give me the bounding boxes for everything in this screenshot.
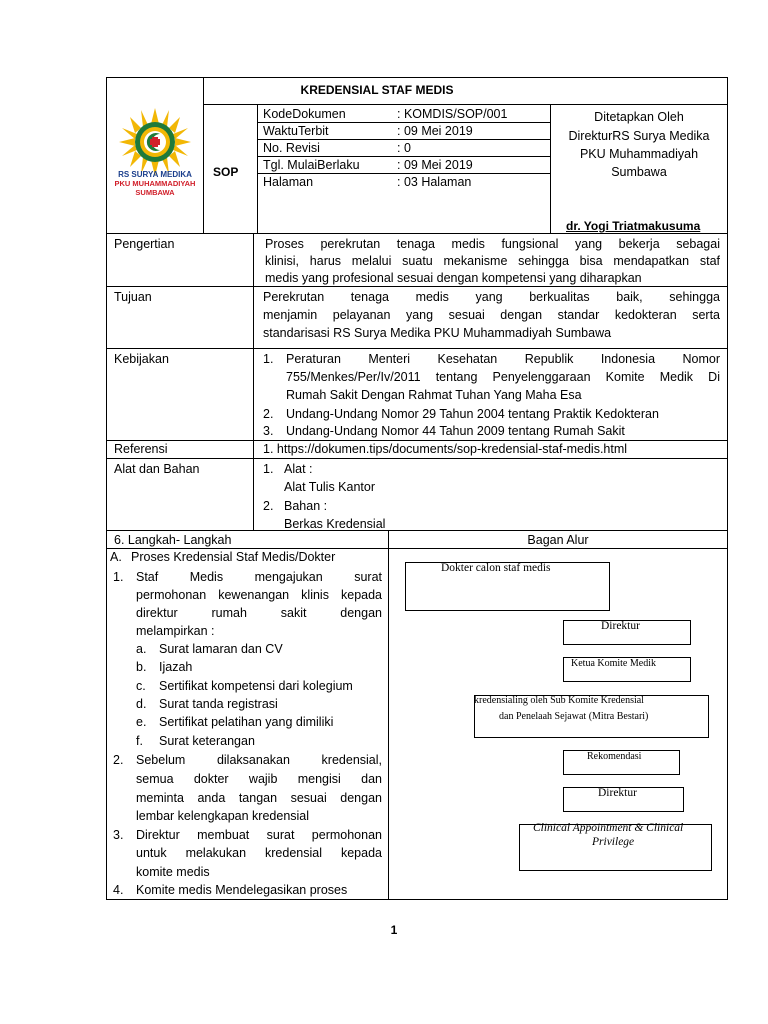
tujuan-line: standarisasi RS Surya Medika PKU Muhammadiyah Sumbawa bbox=[263, 326, 612, 340]
approval-line-1: Ditetapkan Oleh bbox=[594, 110, 684, 124]
tujuan-label: Tujuan bbox=[114, 290, 152, 304]
meta-label-revisi: No. Revisi bbox=[263, 141, 320, 155]
step-num: 1. bbox=[113, 570, 124, 584]
step-line: semua dokter wajib mengisi dan bbox=[136, 772, 382, 786]
attachment-letter: c. bbox=[136, 679, 146, 693]
step-num: 3. bbox=[113, 828, 124, 842]
step-line: meminta anda tangan sesuai dengan bbox=[136, 791, 382, 805]
attachment-letter: b. bbox=[136, 660, 147, 674]
flow-text-direktur-2: Direktur bbox=[598, 787, 637, 799]
kebijakan-line: Peraturan Menteri Kesehatan Republik Indonesia Nomor bbox=[286, 352, 720, 366]
section-title: Proses Kredensial Staf Medis/Dokter bbox=[131, 550, 336, 564]
attachment-text: Ijazah bbox=[159, 660, 193, 674]
step-line: Direktur membuat surat permohonan bbox=[136, 828, 382, 842]
step-line: direktur rumah sakit dengan bbox=[136, 606, 382, 620]
flow-text-direktur-1: Direktur bbox=[601, 620, 640, 632]
kebijakan-line: Rumah Sakit Dengan Rahmat Tuhan Yang Maha Esa bbox=[286, 388, 582, 402]
attachment-text: Surat tanda registrasi bbox=[159, 697, 278, 711]
attachment-letter: f. bbox=[136, 734, 143, 748]
flow-text-rekomendasi: Rekomendasi bbox=[587, 751, 642, 762]
kebijakan-line: Undang-Undang Nomor 29 Tahun 2004 tentang Praktik Kedokteran bbox=[286, 407, 659, 421]
attachment-letter: e. bbox=[136, 715, 147, 729]
attachment-text: Sertifikat kompetensi dari kolegium bbox=[159, 679, 353, 693]
step-line: Sebelum dilaksanakan kredensial, bbox=[136, 753, 382, 767]
meta-value-kode: : KOMDIS/SOP/001 bbox=[397, 107, 508, 121]
tujuan-line: Perekrutan tenaga medis yang berkualitas baik, sehingga bbox=[263, 290, 720, 304]
hospital-logo bbox=[110, 106, 200, 206]
attachment-letter: a. bbox=[136, 642, 147, 656]
meta-value-waktu: : 09 Mei 2019 bbox=[397, 124, 473, 138]
attachment-text: Surat lamaran dan CV bbox=[159, 642, 283, 656]
attachment-text: Sertifikat pelatihan yang dimiliki bbox=[159, 715, 334, 729]
kebijakan-label: Kebijakan bbox=[114, 352, 169, 366]
flow-header: Bagan Alur bbox=[527, 533, 589, 547]
logo-text-1: RS SURYA MEDIKA bbox=[118, 170, 192, 179]
bahan-num: 2. bbox=[263, 499, 274, 513]
alat-sub: Alat Tulis Kantor bbox=[284, 480, 376, 494]
flow-text-ketua: Ketua Komite Medik bbox=[571, 658, 656, 669]
alat-title: Alat : bbox=[284, 462, 313, 476]
approval-signer: dr. Yogi Triatmakusuma bbox=[566, 219, 701, 233]
meta-value-halaman: : 03 Halaman bbox=[397, 175, 472, 189]
step-line: Staf Medis mengajukan surat bbox=[136, 570, 382, 584]
meta-label-kode: KodeDokumen bbox=[263, 107, 346, 121]
approval-line-2: DirekturRS Surya Medika bbox=[568, 129, 710, 143]
approval-line-3: PKU Muhammadiyah bbox=[579, 147, 699, 161]
section-num: A. bbox=[110, 550, 122, 564]
logo-text-3: SUMBAWA bbox=[135, 188, 175, 197]
document-title: KREDENSIAL STAF MEDIS bbox=[300, 83, 454, 97]
pengertian-line: klinisi, harus melalui suatu mekanisme sehingga bisa mendapatkan staf bbox=[265, 254, 720, 268]
flow-text-kredensialing-1: kredensialing oleh Sub Komite Kredensial bbox=[474, 695, 644, 706]
referensi-label: Referensi bbox=[114, 442, 168, 456]
approval-line-4: Sumbawa bbox=[611, 165, 667, 179]
step-line: untuk melakukan kredensial kepada bbox=[136, 846, 382, 860]
flow-text-dokter: Dokter calon staf medis bbox=[441, 562, 551, 574]
bahan-sub: Berkas Kredensial bbox=[284, 517, 386, 531]
step-num: 4. bbox=[113, 883, 124, 897]
pengertian-line: medis yang profesional sesuai dengan kompetensi yang diharapkan bbox=[265, 271, 642, 285]
alat-label: Alat dan Bahan bbox=[114, 462, 200, 476]
meta-value-revisi: : 0 bbox=[397, 141, 411, 155]
kebijakan-num: 1. bbox=[263, 352, 274, 366]
page-number: 1 bbox=[390, 923, 398, 937]
step-line: lembar kelengkapan kredensial bbox=[136, 809, 310, 823]
tujuan-line: menjamin pelayanan yang sesuai dengan standar kedokteran serta bbox=[263, 308, 720, 322]
step-line: permohonan kewenangan klinis kepada bbox=[136, 588, 382, 602]
attachment-text: Surat keterangan bbox=[159, 734, 255, 748]
meta-value-tgl: : 09 Mei 2019 bbox=[397, 158, 473, 172]
logo-text-2: PKU MUHAMMADIYAH bbox=[114, 179, 196, 188]
sop-label: SOP bbox=[213, 165, 239, 179]
flow-text-clinical-2: Privilege bbox=[592, 836, 635, 848]
meta-label-tgl: Tgl. MulaiBerlaku bbox=[263, 158, 360, 172]
attachment-letter: d. bbox=[136, 697, 147, 711]
kebijakan-line: 755/Menkes/Per/Iv/2011 tentang Penyelenggaraan Komite Medik Di bbox=[286, 370, 720, 384]
alat-num: 1. bbox=[263, 462, 274, 476]
kebijakan-line: Undang-Undang Nomor 44 Tahun 2009 tentang Rumah Sakit bbox=[286, 424, 625, 438]
flow-text-kredensialing-2: dan Penelaah Sejawat (Mitra Bestari) bbox=[499, 711, 649, 722]
meta-label-waktu: WaktuTerbit bbox=[263, 124, 329, 138]
pengertian-line: Proses perekrutan tenaga medis fungsional yang bekerja sebagai bbox=[265, 237, 720, 251]
step-line: Komite medis Mendelegasikan proses bbox=[136, 883, 348, 897]
kebijakan-num: 2. bbox=[263, 407, 274, 421]
referensi-link[interactable]: 1. https://dokumen.tips/documents/sop-kredensial-staf-medis.html bbox=[263, 442, 628, 456]
steps-header: 6. Langkah- Langkah bbox=[114, 533, 232, 547]
step-line: komite medis bbox=[136, 865, 210, 879]
step-num: 2. bbox=[113, 753, 124, 767]
flow-text-clinical-1: Clinical Appointment & Clinical bbox=[533, 822, 684, 834]
meta-label-halaman: Halaman bbox=[263, 175, 314, 189]
kebijakan-num: 3. bbox=[263, 424, 274, 438]
bahan-title: Bahan : bbox=[284, 499, 328, 513]
step-line: melampirkan : bbox=[136, 624, 215, 638]
pengertian-label: Pengertian bbox=[114, 237, 175, 251]
